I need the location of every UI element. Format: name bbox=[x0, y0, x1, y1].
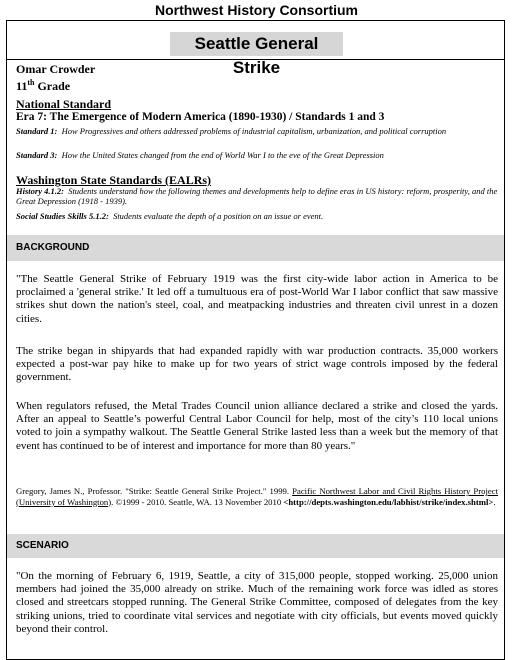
social-studies-standard: Social Studies Skills 5.1.2: Students evaluate the depth of a position on an issue or event. bbox=[16, 211, 324, 221]
citation-url[interactable]: <http://depts.washington.edu/labhist/strike/index.shtml> bbox=[283, 496, 494, 507]
background-section-header: BACKGROUND bbox=[7, 235, 504, 261]
scenario-section-header: SCENARIO bbox=[7, 534, 504, 558]
organization-header: Northwest History Consortium bbox=[154, 2, 358, 18]
author-name: Omar Crowder bbox=[16, 62, 96, 76]
era-line: Era 7: The Emergence of Modern America (1890-1930) / Standards 1 and 3 bbox=[16, 111, 385, 123]
lesson-title: Seattle General Strike bbox=[170, 32, 343, 56]
standard-3: Standard 3: How the United States changed from the end of World War I to the eve of the Great Depression bbox=[16, 150, 384, 160]
citation: Gregory, James N., Professor. "Strike: Seattle General Strike Project." 1999. Pacific Northwest Labor and Civil Rights History Project (University of Washington). ©1999 - 2010. Seattle, WA. 13 November 2010 <http://depts.washington.edu/labhist/strike/index.shtml>. bbox=[16, 486, 498, 507]
scenario-paragraph-1: "On the morning of February 6, 1919, Seattle, a city of 315,000 people, stopped working. 25,000 union members had joined the 35,000 already on strike. Much of the remaining work force was idled as stores closed and streetcars stopped running. The General Strike Committee, composed of delegates from the key striking unions, tried to coordinate vital services and negotiate with city officials, but events moved quickly beyond their control. bbox=[16, 570, 498, 635]
background-paragraph-1: "The Seattle General Strike of February 1919 was the first city-wide labor action in America to be proclaimed a 'general strike.' It led off a tumultuous era of post-World War I labor conflict that saw massive strikes shut down the nation's steel, coal, and meatpacking industries and threaten civil unrest in a dozen cities. bbox=[16, 273, 498, 325]
national-standard-heading: National Standard bbox=[16, 97, 112, 111]
background-paragraph-3: When regulators refused, the Metal Trades Council union alliance declared a strike and closed the yards. After an appeal to Seattle’s powerful Central Labor Council for help, most of the city’s 110 local unions voted to join a sympathy walkout. The Seattle General Strike lasted less than a week but the memory of that event has continued to be of interest and importance for more than 80 years." bbox=[16, 400, 498, 452]
grade-level: 11th Grade bbox=[16, 78, 71, 93]
title-divider bbox=[6, 59, 505, 60]
background-paragraph-2: The strike began in shipyards that had expanded rapidly with war production contracts. 35,000 workers expected a post-war pay hike to make up for two years of strict wage controls imposed by the federal government. bbox=[16, 345, 498, 384]
citation-source-link[interactable]: Pacific Northwest Labor and Civil Rights History Project (University of Washington) bbox=[16, 486, 498, 507]
state-standards-heading: Washington State Standards (EALRs) bbox=[16, 173, 212, 187]
author-block bbox=[16, 63, 95, 93]
standard-1: Standard 1: How Progressives and others addressed problems of industrial capitalism, urbanization, and political corruption bbox=[16, 126, 447, 136]
history-standard: History 4.1.2: Students understand how the following themes and developments help to define eras in US history: reform, prosperity, and the Great Depression (1918 - 1939). bbox=[16, 186, 498, 206]
